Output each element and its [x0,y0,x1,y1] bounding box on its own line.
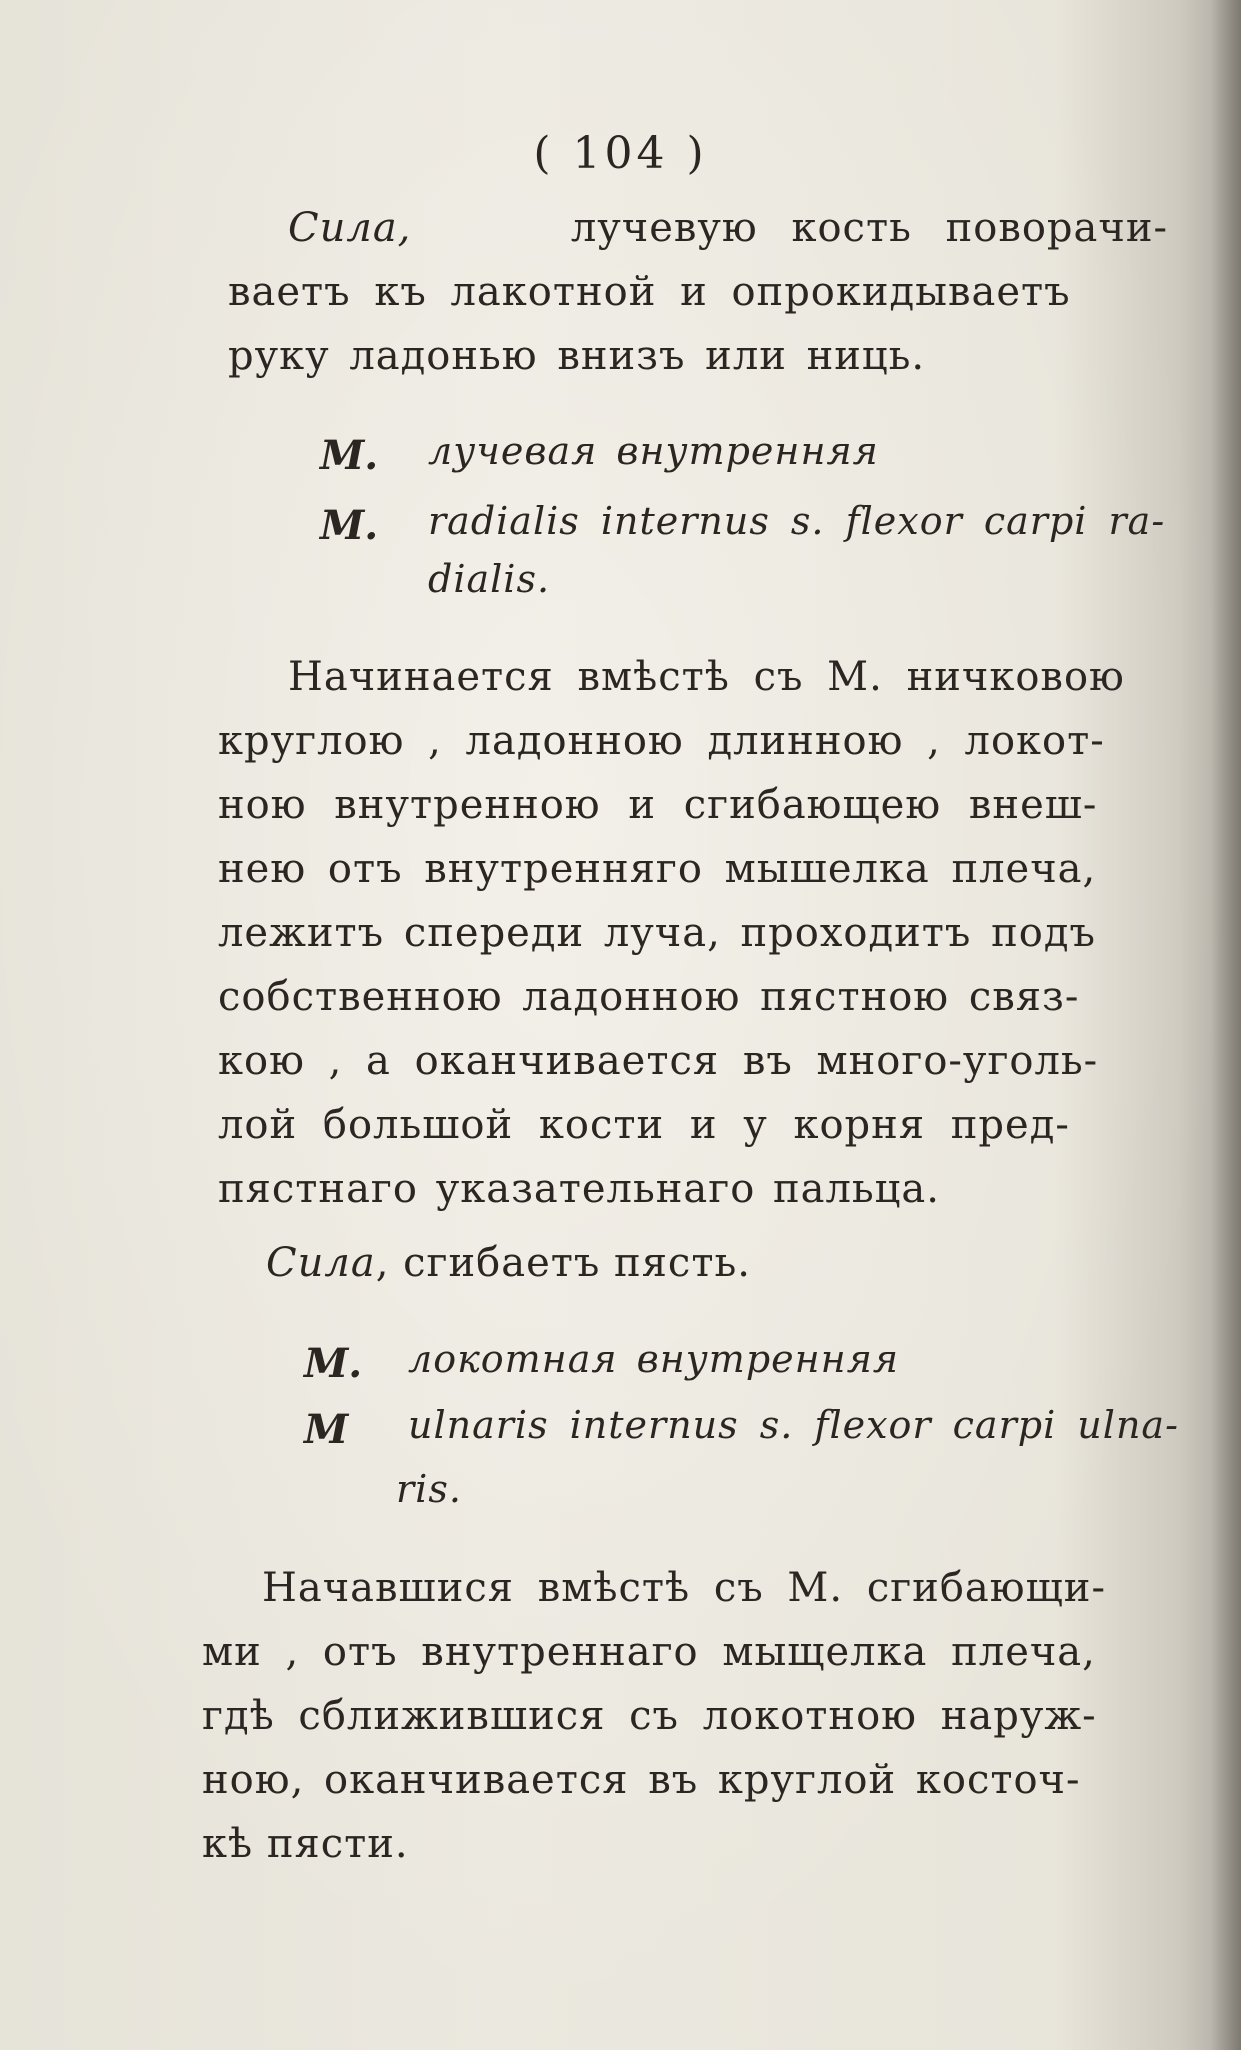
block3-line: ною, оканчивается въ круглой косточ- [202,1757,1081,1803]
muscle2-name-la-line2: ris. [396,1467,462,1511]
block1-line3: руку ладонью внизъ или ниць. [228,333,926,379]
block3-line: кѣ пясти. [202,1821,409,1867]
block2-line: круглою , ладонною длинною , локот- [218,718,1105,764]
block2-line: Начинается вмѣстѣ съ М. ничковою [288,654,1125,700]
muscle1-name-la-line1: radialis internus s. flexor carpi ra- [428,499,1166,543]
muscle2-name-la-line1: ulnaris internus s. flexor carpi ulna- [408,1403,1179,1447]
muscle1-label-ru: M. [320,432,379,479]
block2-line: лежитъ спереди луча, проходитъ подъ [218,910,1096,956]
sila-lead: Сила, [288,205,412,251]
page-number: ( 104 ) [533,128,708,179]
muscle1-name-la-line2: dialis. [428,557,551,601]
sila-lead: Сила [266,1240,376,1286]
block2-line: пястнаго указательнаго пальца. [218,1166,940,1212]
block1-line1-rest: лучевую кость поворачи- [570,205,1168,251]
muscle1-name-ru: лучевая внутренняя [428,429,879,473]
muscle2-label-la: M [304,1406,349,1453]
sila-rest: , сгибаетъ пясть. [375,1240,751,1286]
block2-line: нею отъ внутренняго мышелка плеча, [218,846,1097,892]
block1-line1 [288,205,1168,251]
muscle2-name-ru: локотная внутренняя [408,1337,900,1381]
block1-line2: ваетъ къ лакотной и опрокидываетъ [228,269,1071,315]
block2-line: ною внутренною и сгибающею внеш- [218,782,1098,828]
block3-line: Начавшися вмѣстѣ съ М. сгибающи- [262,1565,1106,1611]
page-edge-shadow [1211,0,1241,2050]
block2-line: лой большой кости и у корня пред- [218,1102,1070,1148]
muscle1-label-la: M. [320,502,379,549]
block3-line: гдѣ сближившися съ локотною наруж- [202,1693,1097,1739]
block3-line: ми , отъ внутреннаго мыщелка плеча, [202,1629,1096,1675]
muscle2-label-ru: M. [304,1340,363,1387]
block2-line: собственною ладонною пястною связ- [218,974,1080,1020]
block2-sila-line [266,1240,751,1286]
block2-line: кою , а оканчивается въ много-уголь- [218,1038,1099,1084]
